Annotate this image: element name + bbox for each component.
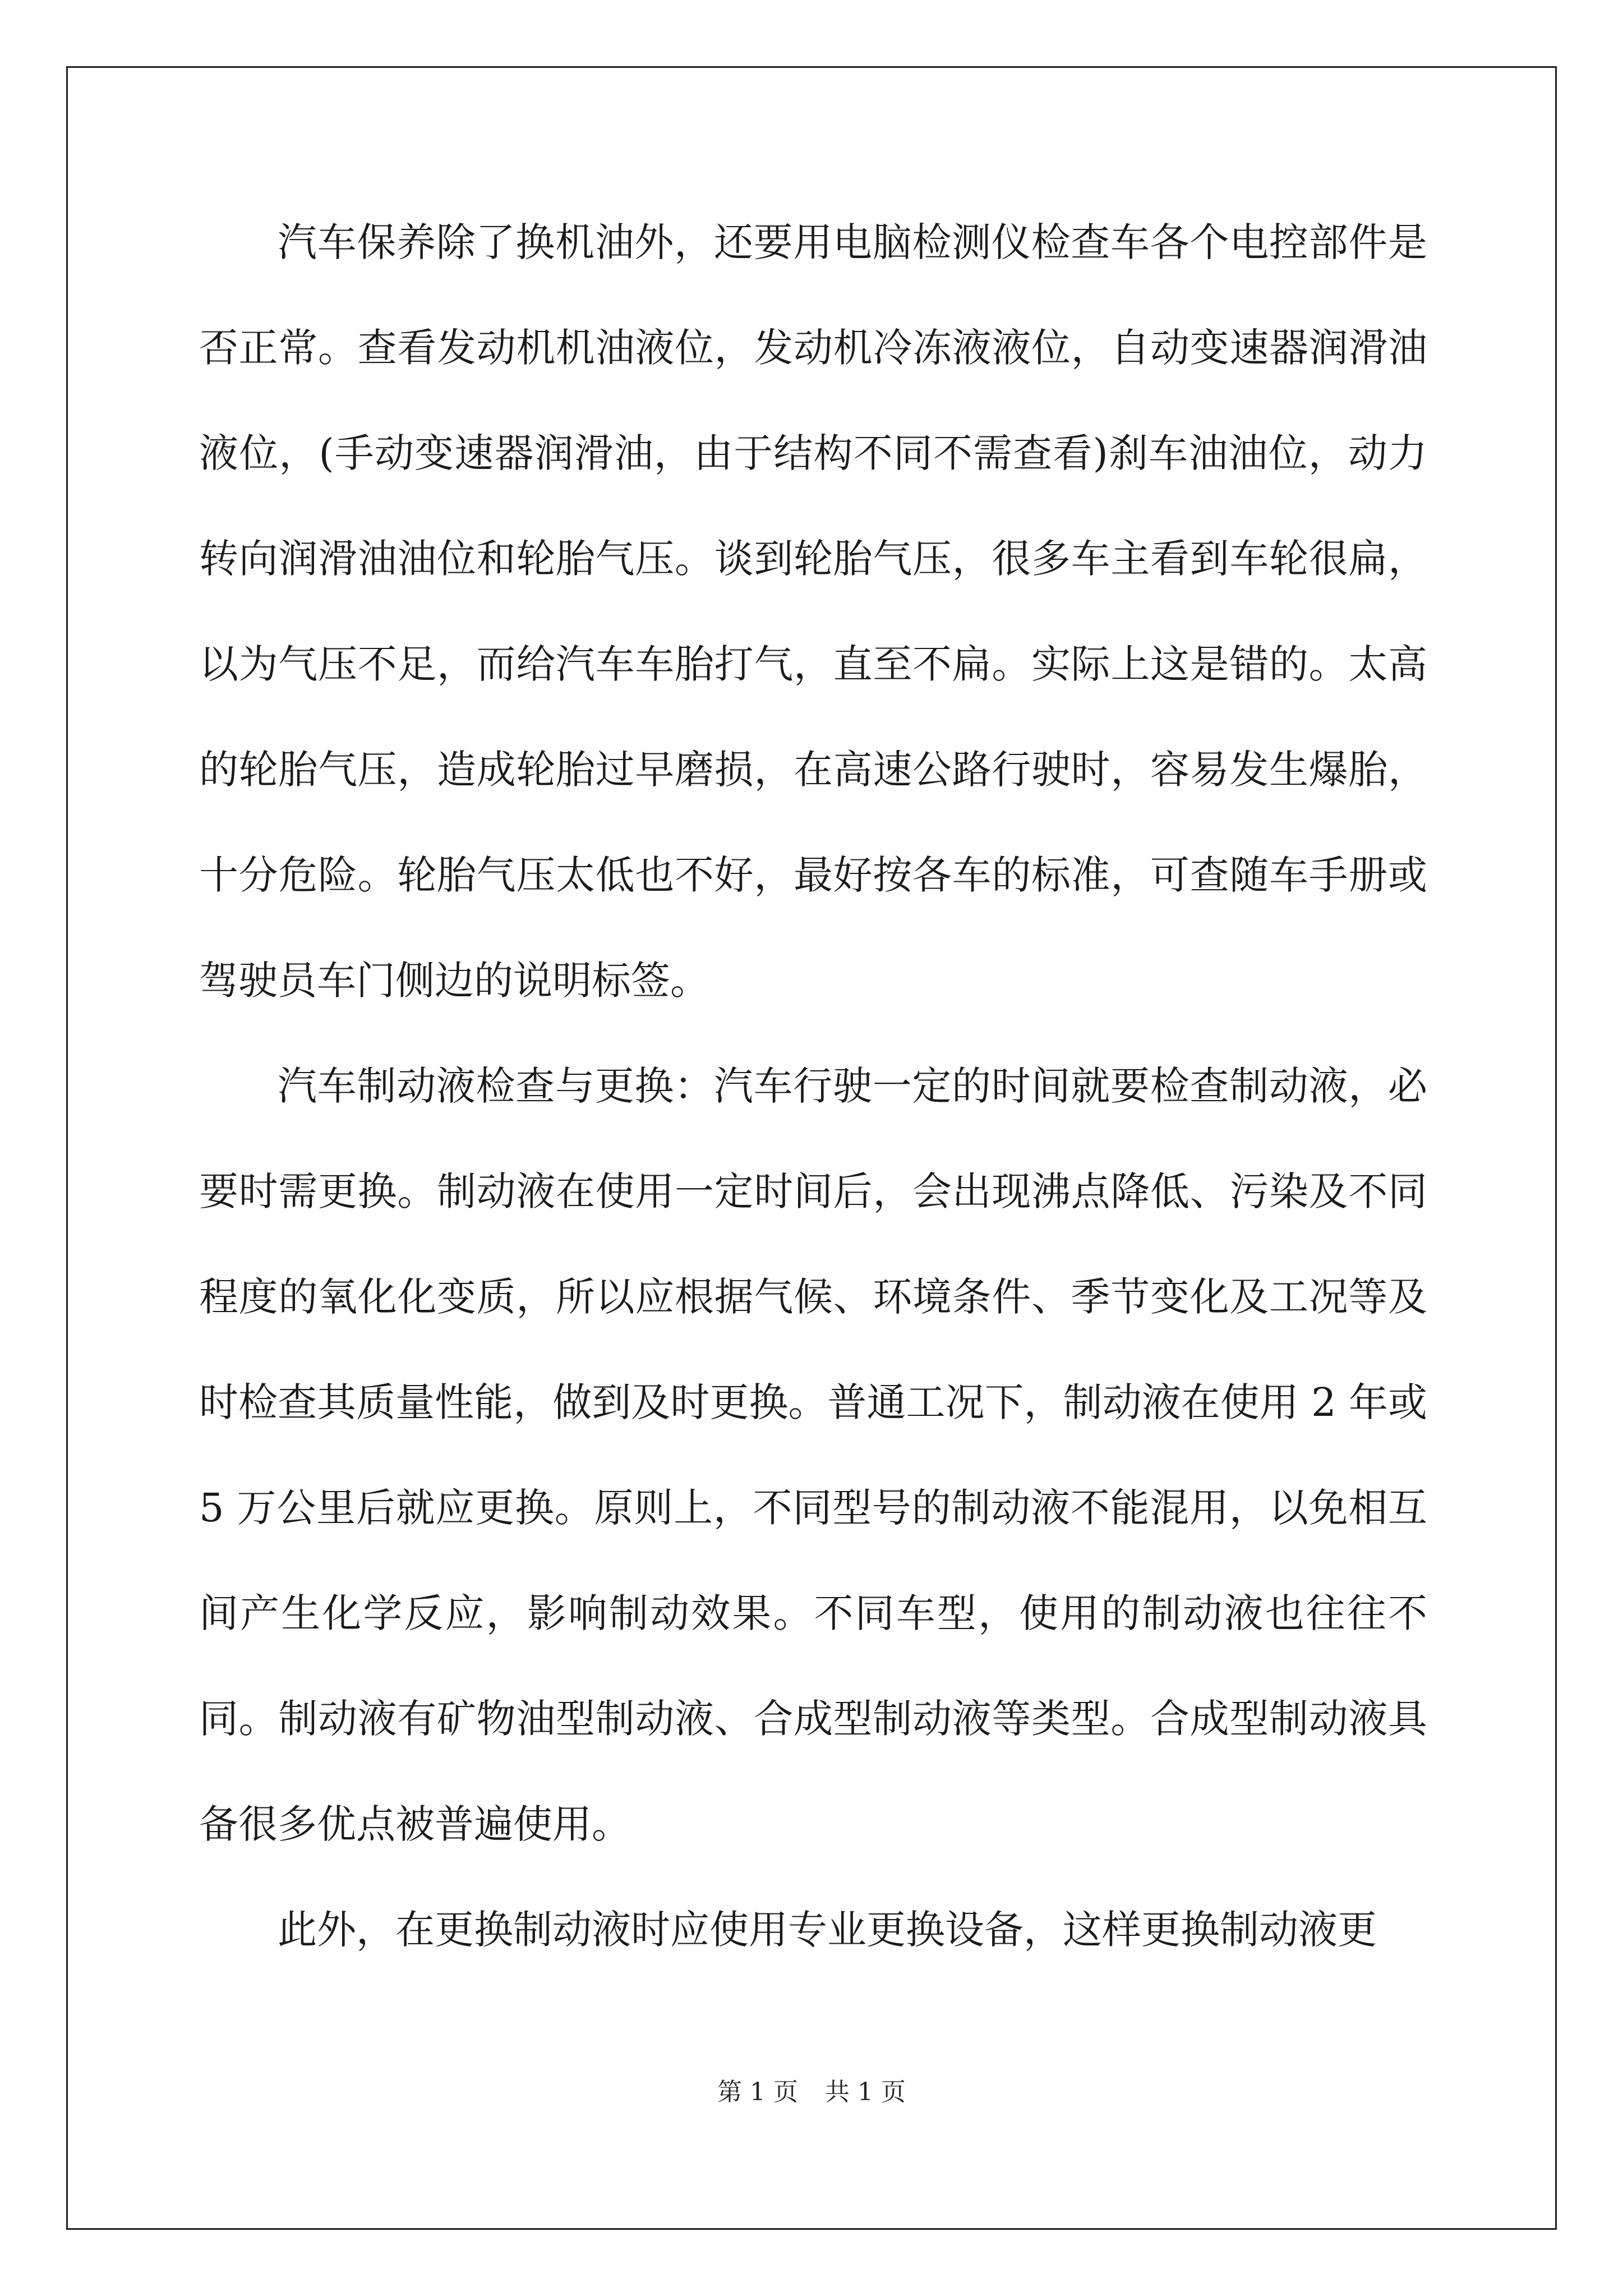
- paragraph-brake-fluid: 汽车制动液检查与更换：汽车行驶一定的时间就要检查制动液，必要时需更换。制动液在使用一定时间后，会出现沸点降低、污染及不同程度的氧化化变质，所以应根据气候、环境条件、季节变化及工况等及时检查其质量性能，做到及时更换。普通工况下，制动液在使用 2 年或 5 万公里后就应更换。原则上，不同型号的制动液不能混用，以免相互间产生化学反应，影响制动效果。不同车型，使用的制动液也往往不同。制动液有矿物油型制动液、合成型制动液等类型。合成型制动液具备很多优点被普遍使用。: [199, 1063, 1427, 1847]
- page-footer: [0, 2076, 1623, 2109]
- paragraph-maintenance: 汽车保养除了换机油外，还要用电脑检测仪检查车各个电控部件是否正常。查看发动机机油液位，发动机冷冻液液位，自动变速器润滑油液位，(手动变速器润滑油，由于结构不同不需查看)刹车油油位，动力转向润滑油油位和轮胎气压。谈到轮胎气压，很多车主看到车轮很扁，以为气压不足，而给汽车车胎打气，直至不扁。实际上这是错的。太高的轮胎气压，造成轮胎过早磨损，在高速公路行驶时，容易发生爆胎，十分危险。轮胎气压太低也不好，最好按各车的标准，可查随车手册或驾驶员车门侧边的说明标签。: [199, 219, 1427, 1004]
- page-number: 第 1 页: [717, 2078, 798, 2106]
- page-total: 共 1 页: [825, 2078, 906, 2106]
- paragraph-replacement-equipment: 此外，在更换制动液时应使用专业更换设备，这样更换制动液更: [278, 1907, 1377, 1953]
- document-body: [199, 190, 1427, 1982]
